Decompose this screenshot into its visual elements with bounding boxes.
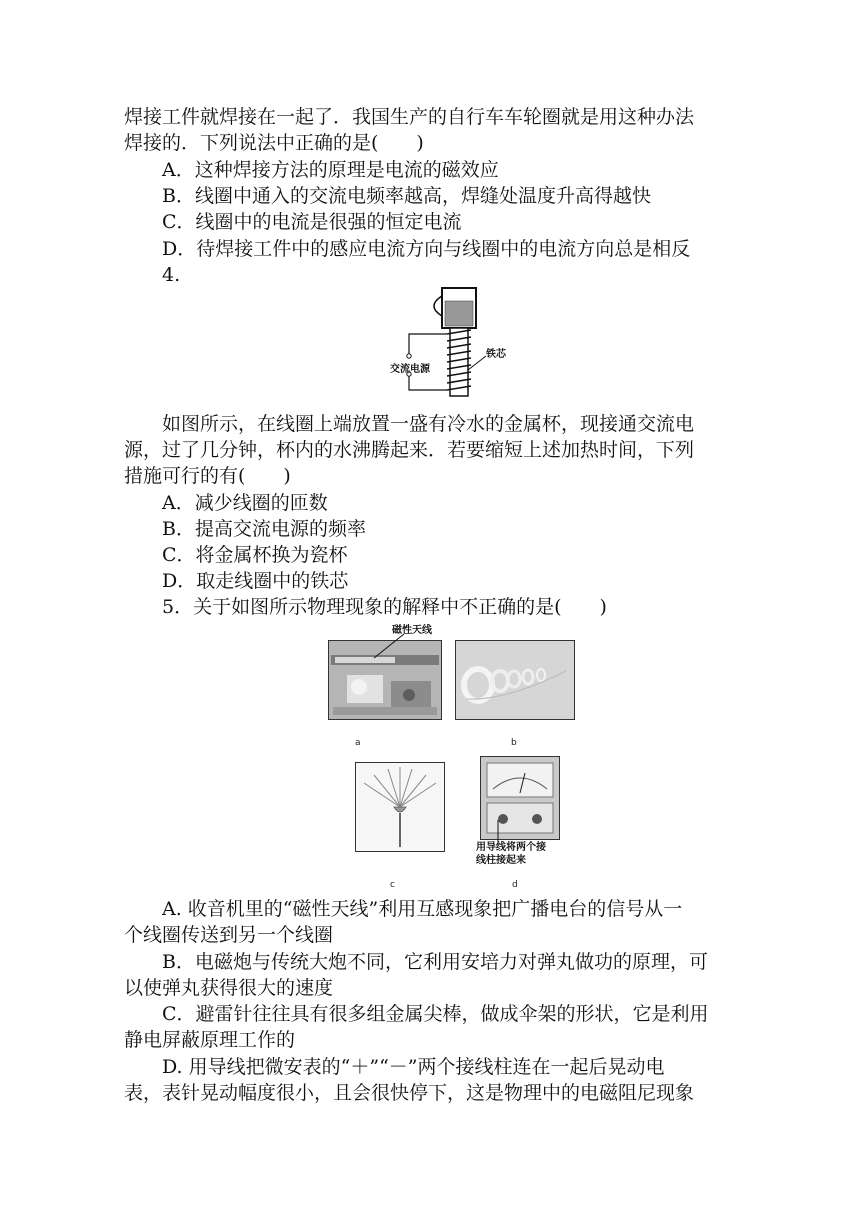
q4-option-c: C．将金属杯换为瓷杯 <box>162 544 348 566</box>
figure-c-lightning-rod <box>355 762 445 852</box>
q4-stem-line-2: 源，过了几分钟，杯内的水沸腾起来．若要缩短上述加热时间，下列 <box>124 439 695 461</box>
q5-option-d-line-1: D. 用导线把微安表的“＋”“－”两个接线柱连在一起后晃动电 <box>162 1056 665 1078</box>
q5-stem: 5．关于如图所示物理现象的解释中不正确的是( ) <box>162 596 607 618</box>
q4-option-a: A．减少线圈的匝数 <box>162 492 328 514</box>
magnetic-antenna-label: 磁性天线 <box>392 625 432 636</box>
q3-option-b: B．线圈中通入的交流电频率越高，焊缝处温度升高得越快 <box>162 185 651 207</box>
q5-option-a-line-2: 个线圈传送到另一个线圈 <box>124 924 334 946</box>
caption-b: b <box>511 738 517 748</box>
q4-stem-line-1: 如图所示，在线圈上端放置一盛有冷水的金属杯，现接通交流电 <box>162 413 695 435</box>
q3-option-a: A．这种焊接方法的原理是电流的磁效应 <box>162 159 499 181</box>
q5-option-b-line-2: 以使弹丸获得很大的速度 <box>124 977 334 999</box>
q3-option-c: C．线圈中的电流是很强的恒定电流 <box>162 211 462 233</box>
q4-option-b: B．提高交流电源的频率 <box>162 518 366 540</box>
ac-source-label: 交流电源 <box>390 364 430 375</box>
figure-b-railgun-photo <box>455 640 575 720</box>
coil-heater-diagram <box>380 284 520 404</box>
q4-stem-line-3: 措施可行的有( ) <box>124 465 291 487</box>
iron-core-label: 铁芯 <box>486 349 506 360</box>
q5-option-c-line-1: C．避雷针往往具有很多组金属尖棒，做成伞架的形状，它是利用 <box>162 1003 709 1025</box>
q3-option-d: D．待焊接工件中的感应电流方向与线圈中的电流方向总是相反 <box>162 238 691 260</box>
q4-coil-figure <box>380 284 520 404</box>
q5-option-a-line-1: A. 收音机里的“磁性天线”利用互感现象把广播电台的信号从一 <box>162 898 683 920</box>
q3-stem-line-1: 焊接工件就焊接在一起了．我国生产的自行车车轮圈就是用这种办法 <box>124 106 695 128</box>
q5-option-d-line-2: 表，表针晃动幅度很小，且会很快停下，这是物理中的电磁阻尼现象 <box>124 1082 695 1104</box>
q3-stem-line-2: 焊接的．下列说法中正确的是( ) <box>124 132 424 154</box>
d-note-line-1: 用导线将两个接 <box>476 842 546 853</box>
caption-d: d <box>512 880 518 890</box>
railgun-image <box>456 641 574 719</box>
d-note-line-2: 线柱接起来 <box>476 855 526 866</box>
q4-option-d: D．取走线圈中的铁芯 <box>162 570 349 592</box>
caption-c: c <box>390 880 395 890</box>
lightning-rod-image <box>356 763 444 851</box>
q5-option-b-line-1: B．电磁炮与传统大炮不同，它利用安培力对弹丸做功的原理，可 <box>162 951 708 973</box>
caption-a: a <box>355 738 361 748</box>
antenna-pointer-line <box>360 632 420 660</box>
q5-option-c-line-2: 静电屏蔽原理工作的 <box>124 1029 296 1051</box>
q4-number: 4. <box>162 264 181 286</box>
